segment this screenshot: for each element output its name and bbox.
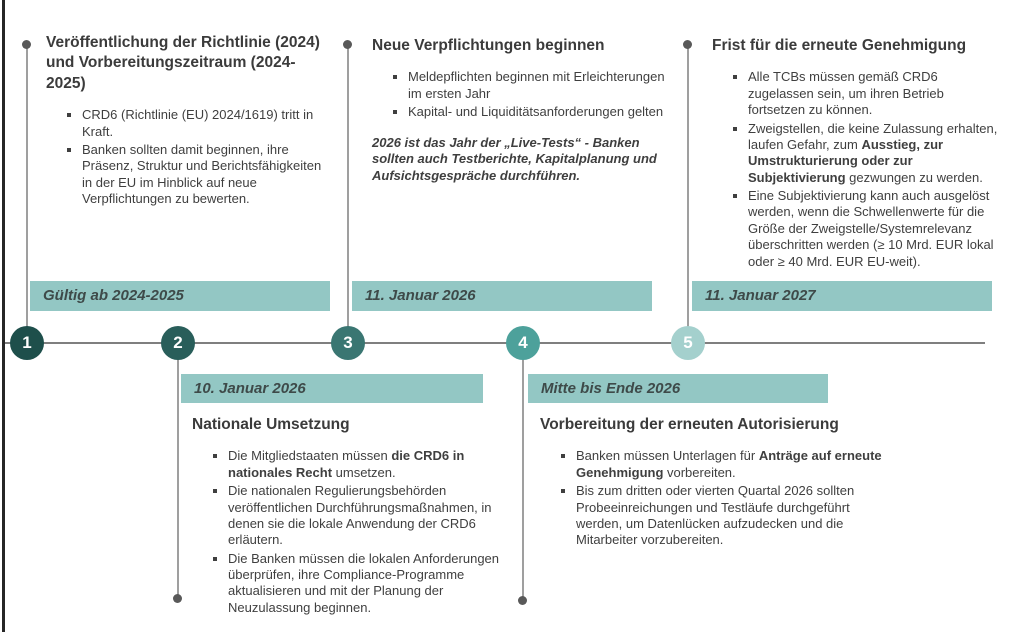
bullet-item: Bis zum dritten oder vierten Quartal 2026 sollten Probeeinreichungen und Testläufe durchgeführt werden, um Datenlücken aufzudecken und die Mitarbeiter vorzubereiten. bbox=[555, 483, 896, 549]
section-title: Nationale Umsetzung bbox=[192, 416, 350, 433]
bullet-item: Meldepflichten beginnen mit Erleichterungen im ersten Jahr bbox=[387, 69, 674, 102]
bullet-item: Die Mitgliedstaaten müssen die CRD6 in nationales Recht umsetzen. bbox=[207, 448, 510, 481]
connector-dot-bottom-2 bbox=[518, 596, 527, 605]
bullet-list bbox=[712, 69, 1004, 270]
bullet-item: Zweigstellen, die keine Zulassung erhalten, laufen Gefahr, zum Ausstieg, zur Umstrukturierung oder zur Subjektivierung gezwungen zu werden. bbox=[727, 121, 1004, 187]
milestone-circle-1: 1 bbox=[10, 326, 44, 360]
bullet-list bbox=[372, 69, 674, 120]
section-title: Veröffentlichung der Richtlinie (2024) und Vorbereitungszeitraum (2024-2025) bbox=[46, 34, 320, 92]
date-banner-4: Mitte bis Ende 2026 bbox=[528, 374, 828, 403]
connector-dot-top-2 bbox=[343, 40, 352, 49]
milestone-circle-5: 5 bbox=[671, 326, 705, 360]
date-banner-1: Gültig ab 2024-2025 bbox=[30, 281, 330, 311]
bullet-item: Die Banken müssen die lokalen Anforderungen überprüfen, ihre Compliance-Programme aktualisieren und mit der Planung der Neuzulassung beginnen. bbox=[207, 551, 510, 617]
section-milestone-1 bbox=[46, 33, 330, 210]
connector-line-milestone-1 bbox=[26, 45, 28, 343]
connector-line-milestone-4 bbox=[522, 343, 524, 600]
bullet-item: Die nationalen Regulierungsbehörden veröffentlichen Durchführungsmaßnahmen, in denen sie die lokale Anwendung der CRD6 erläutern. bbox=[207, 483, 510, 549]
bullet-item: Kapital- und Liquiditätsanforderungen gelten bbox=[387, 104, 674, 120]
connector-dot-top-3 bbox=[683, 40, 692, 49]
section-title: Frist für die erneute Genehmigung bbox=[712, 37, 967, 54]
bullet-item: Alle TCBs müssen gemäß CRD6 zugelassen sein, um ihren Betrieb fortsetzen zu können. bbox=[727, 69, 1004, 118]
section-milestone-3 bbox=[372, 36, 674, 185]
connector-line-milestone-3 bbox=[347, 45, 349, 343]
connector-dot-bottom-1 bbox=[173, 594, 182, 603]
timeline-axis bbox=[5, 342, 985, 344]
connector-dot-top-1 bbox=[22, 40, 31, 49]
slide-left-edge-bar bbox=[2, 0, 5, 632]
connector-line-milestone-2 bbox=[177, 343, 179, 598]
section-milestone-2 bbox=[192, 415, 510, 618]
connector-line-milestone-5 bbox=[687, 45, 689, 343]
bullet-item: Banken sollten damit beginnen, ihre Präsenz, Struktur und Berichtsfähigkeiten in der EU im Hinblick auf neue Verpflichtungen zu bewerten. bbox=[61, 142, 330, 208]
section-title: Vorbereitung der erneuten Autorisierung bbox=[540, 416, 839, 433]
date-banner-5: 11. Januar 2027 bbox=[692, 281, 992, 311]
bullet-list bbox=[540, 448, 896, 548]
bullet-item: Banken müssen Unterlagen für Anträge auf erneute Genehmigung vorbereiten. bbox=[555, 448, 896, 481]
date-banner-3: 11. Januar 2026 bbox=[352, 281, 652, 311]
section-milestone-5 bbox=[712, 36, 1004, 272]
bullet-item: Eine Subjektivierung kann auch ausgelöst werden, wenn die Schwellenwerte für die Größe der Zweigstelle/Systemrelevanz überschritten werden (≥ 10 Mrd. EUR lokal oder ≥ 40 Mrd. EUR EU-weit). bbox=[727, 188, 1004, 270]
section-milestone-4 bbox=[540, 415, 896, 551]
milestone-circle-4: 4 bbox=[506, 326, 540, 360]
date-banner-2: 10. Januar 2026 bbox=[181, 374, 483, 403]
milestone-circle-2: 2 bbox=[161, 326, 195, 360]
bullet-list bbox=[192, 448, 510, 616]
bullet-item: CRD6 (Richtlinie (EU) 2024/1619) tritt in Kraft. bbox=[61, 107, 330, 140]
section-title: Neue Verpflichtungen beginnen bbox=[372, 37, 605, 54]
bullet-list bbox=[46, 107, 330, 207]
milestone-circle-3: 3 bbox=[331, 326, 365, 360]
section-note: 2026 ist das Jahr der „Live-Tests“ - Banken sollten auch Testberichte, Kapitalplanung und Aufsichtsgespräche durchführen. bbox=[372, 134, 657, 184]
